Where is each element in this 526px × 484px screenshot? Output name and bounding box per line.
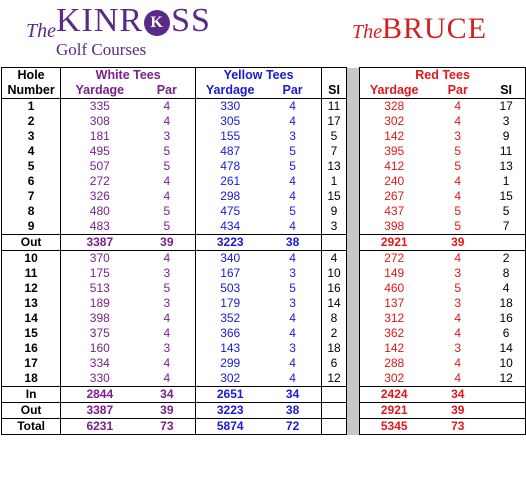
red-par-total: 39 bbox=[428, 235, 487, 251]
red-par: 4 bbox=[454, 99, 462, 113]
yellow-yardage-total: 5874 bbox=[196, 419, 265, 435]
stroke-index: 7 bbox=[321, 144, 346, 159]
red-yardage: 302 bbox=[384, 114, 405, 128]
stroke-index: 11 bbox=[321, 99, 346, 115]
yellow-par-total: 38 bbox=[264, 403, 321, 419]
yellow-yardage: 179 bbox=[196, 296, 265, 311]
white-yardage-total: 2844 bbox=[61, 387, 139, 403]
hole-row bbox=[2, 311, 526, 326]
red-yardage: 437 bbox=[384, 204, 405, 218]
white-par: 4 bbox=[163, 189, 171, 203]
hole-number: 5 bbox=[2, 159, 61, 174]
white-yardage: 272 bbox=[61, 174, 139, 189]
red-par: 4 bbox=[454, 326, 462, 340]
red-si-header: SI bbox=[487, 83, 525, 99]
white-par: 5 bbox=[163, 144, 171, 158]
white-par: 4 bbox=[163, 326, 171, 340]
kinross-logo-subtitle: Golf Courses bbox=[56, 40, 147, 59]
white-yardage: 375 bbox=[61, 326, 139, 341]
stroke-index: 9 bbox=[321, 204, 346, 219]
header-row-2 bbox=[2, 83, 526, 99]
yellow-par: 4 bbox=[264, 371, 321, 387]
yellow-par: 4 bbox=[289, 311, 296, 325]
red-yardage: 142 bbox=[384, 341, 405, 355]
red-tees-header: Red Tees bbox=[360, 68, 526, 84]
yellow-yardage: 503 bbox=[196, 281, 265, 296]
red-yardage: 412 bbox=[384, 159, 405, 173]
stroke-index: 2 bbox=[321, 326, 346, 341]
red-par: 4 bbox=[428, 371, 487, 387]
red-par-total: 39 bbox=[428, 403, 487, 419]
hole-row bbox=[2, 114, 526, 129]
white-par-total: 39 bbox=[138, 403, 195, 419]
red-yardage-total: 2424 bbox=[360, 387, 429, 403]
total-row-label: Total bbox=[2, 419, 61, 435]
hole-number: 18 bbox=[2, 371, 61, 387]
white-yardage: 398 bbox=[61, 311, 139, 326]
yellow-yardage: 167 bbox=[196, 266, 265, 281]
kinross-logo-the: The bbox=[26, 20, 56, 42]
yellow-yardage: 434 bbox=[196, 219, 265, 235]
hole-number: 15 bbox=[2, 326, 61, 341]
column-divider bbox=[347, 68, 360, 435]
white-yardage: 507 bbox=[61, 159, 139, 174]
yellow-par: 4 bbox=[289, 356, 296, 370]
stroke-index: 6 bbox=[321, 356, 346, 371]
yellow-yardage: 298 bbox=[196, 189, 265, 204]
in-row-label: In bbox=[2, 387, 61, 403]
red-par: 3 bbox=[454, 129, 462, 143]
yellow-par: 4 bbox=[289, 174, 296, 188]
white-par-total: 39 bbox=[138, 235, 195, 251]
red-stroke-index: 14 bbox=[487, 341, 525, 356]
hole-row bbox=[2, 281, 526, 296]
hole-number: 1 bbox=[2, 99, 61, 115]
bruce-logo-the: The bbox=[352, 21, 382, 43]
red-par: 4 bbox=[454, 174, 462, 188]
red-si-blank bbox=[487, 403, 525, 419]
yellow-yardage: 299 bbox=[196, 356, 265, 371]
white-yardage: 370 bbox=[61, 251, 139, 267]
hole-row bbox=[2, 296, 526, 311]
yellow-par: 4 bbox=[289, 189, 296, 203]
white-yardage: 335 bbox=[61, 99, 139, 115]
red-yardage: 288 bbox=[384, 356, 405, 370]
white-yardage: 480 bbox=[61, 204, 139, 219]
red-par: 4 bbox=[454, 189, 462, 203]
yellow-par: 4 bbox=[264, 219, 321, 235]
out-row-label: Out bbox=[2, 235, 61, 251]
yellow-par: 5 bbox=[289, 159, 296, 173]
yellow-yardage-header: Yardage bbox=[196, 83, 265, 99]
hole-number: 2 bbox=[2, 114, 61, 129]
out-row-2 bbox=[2, 403, 526, 419]
yellow-par: 4 bbox=[289, 251, 296, 265]
red-yardage: 240 bbox=[384, 174, 405, 188]
red-stroke-index: 5 bbox=[487, 204, 525, 219]
red-par: 4 bbox=[454, 356, 462, 370]
red-yardage: 142 bbox=[384, 129, 405, 143]
yellow-par: 5 bbox=[289, 281, 296, 295]
red-stroke-index: 6 bbox=[487, 326, 525, 341]
yellow-tees-header: Yellow Tees bbox=[196, 68, 322, 84]
red-yardage: 137 bbox=[384, 296, 405, 310]
stroke-index: 17 bbox=[321, 114, 346, 129]
hole-row bbox=[2, 129, 526, 144]
white-yardage-total: 6231 bbox=[61, 419, 139, 435]
white-yardage: 334 bbox=[61, 356, 139, 371]
red-stroke-index: 8 bbox=[487, 266, 525, 281]
red-yardage-total: 5345 bbox=[360, 419, 429, 435]
red-stroke-index: 7 bbox=[487, 219, 525, 235]
white-yardage: 326 bbox=[61, 189, 139, 204]
red-yardage-total: 2921 bbox=[360, 403, 429, 419]
white-par: 4 bbox=[163, 114, 171, 128]
red-yardage: 328 bbox=[384, 99, 405, 113]
kinross-logo-name: KINR K SS bbox=[56, 2, 211, 39]
red-par: 5 bbox=[454, 144, 462, 158]
red-yardage-header: Yardage bbox=[360, 83, 429, 99]
red-par: 4 bbox=[454, 311, 462, 325]
stroke-index: 10 bbox=[321, 266, 346, 281]
hole-row bbox=[2, 99, 526, 115]
stroke-index: 8 bbox=[321, 311, 346, 326]
red-stroke-index: 1 bbox=[487, 174, 525, 189]
white-par: 4 bbox=[163, 174, 171, 188]
white-yardage: 308 bbox=[61, 114, 139, 129]
yellow-par-total: 72 bbox=[264, 419, 321, 435]
header-row-1 bbox=[2, 68, 526, 84]
yellow-par: 3 bbox=[289, 341, 296, 355]
yellow-yardage: 475 bbox=[196, 204, 265, 219]
red-par: 5 bbox=[428, 219, 487, 235]
red-si-blank bbox=[487, 235, 525, 251]
hole-row bbox=[2, 356, 526, 371]
hole-row bbox=[2, 174, 526, 189]
hole-row bbox=[2, 371, 526, 387]
white-par: 5 bbox=[163, 204, 171, 218]
red-par: 3 bbox=[454, 266, 462, 280]
hole-number: 8 bbox=[2, 204, 61, 219]
red-yardage: 398 bbox=[360, 219, 429, 235]
white-par-header: Par bbox=[138, 83, 195, 99]
yellow-yardage: 478 bbox=[196, 159, 265, 174]
hole-number: 17 bbox=[2, 356, 61, 371]
scorecard-table bbox=[1, 67, 526, 435]
yellow-par: 5 bbox=[289, 204, 296, 218]
yellow-par: 3 bbox=[289, 296, 296, 310]
bruce-logo bbox=[352, 12, 487, 46]
yellow-yardage: 352 bbox=[196, 311, 265, 326]
stroke-index: 4 bbox=[321, 251, 346, 267]
si-header: SI bbox=[321, 83, 346, 99]
white-par: 5 bbox=[138, 219, 195, 235]
red-yardage: 267 bbox=[384, 189, 405, 203]
red-yardage: 362 bbox=[384, 326, 405, 340]
white-par: 4 bbox=[163, 251, 171, 265]
white-yardage: 483 bbox=[61, 219, 139, 235]
white-yardage: 181 bbox=[61, 129, 139, 144]
red-par: 5 bbox=[454, 159, 462, 173]
yellow-par-total: 38 bbox=[264, 235, 321, 251]
red-par-header: Par bbox=[428, 83, 487, 99]
hole-row bbox=[2, 144, 526, 159]
hole-row bbox=[2, 159, 526, 174]
yellow-par: 4 bbox=[289, 326, 296, 340]
red-yardage-total: 2921 bbox=[360, 235, 429, 251]
red-yardage: 272 bbox=[384, 251, 405, 265]
red-stroke-index: 3 bbox=[487, 114, 525, 129]
white-par: 4 bbox=[163, 356, 171, 370]
red-par: 3 bbox=[454, 341, 462, 355]
si-header-blank bbox=[321, 68, 346, 84]
yellow-par-header: Par bbox=[264, 83, 321, 99]
red-stroke-index: 13 bbox=[487, 159, 525, 174]
red-stroke-index: 16 bbox=[487, 311, 525, 326]
red-stroke-index: 12 bbox=[487, 371, 525, 387]
white-par: 4 bbox=[163, 99, 171, 113]
stroke-index: 1 bbox=[321, 174, 346, 189]
si-blank bbox=[321, 387, 346, 403]
red-par: 4 bbox=[454, 114, 462, 128]
hole-number: 12 bbox=[2, 281, 61, 296]
yellow-par: 3 bbox=[289, 266, 296, 280]
white-par: 3 bbox=[163, 296, 171, 310]
hole-number: 16 bbox=[2, 341, 61, 356]
red-stroke-index: 9 bbox=[487, 129, 525, 144]
white-yardage-total: 3387 bbox=[61, 235, 139, 251]
red-par: 5 bbox=[454, 204, 462, 218]
bruce-logo-name: BRUCE bbox=[382, 12, 488, 45]
white-par: 3 bbox=[163, 266, 171, 280]
yellow-yardage: 305 bbox=[196, 114, 265, 129]
white-yardage-total: 3387 bbox=[61, 403, 139, 419]
white-yardage: 495 bbox=[61, 144, 139, 159]
total-row bbox=[2, 419, 526, 435]
red-par-total: 73 bbox=[428, 419, 487, 435]
yellow-yardage: 302 bbox=[196, 371, 265, 387]
hole-row bbox=[2, 219, 526, 235]
white-par: 3 bbox=[163, 129, 171, 143]
si-blank bbox=[321, 419, 346, 435]
red-par: 3 bbox=[454, 296, 462, 310]
red-yardage: 460 bbox=[384, 281, 405, 295]
yellow-yardage-total: 2651 bbox=[196, 387, 265, 403]
white-par: 4 bbox=[163, 311, 171, 325]
out-row-2-label: Out bbox=[2, 403, 61, 419]
hole-number: 10 bbox=[2, 251, 61, 267]
yellow-yardage: 340 bbox=[196, 251, 265, 267]
hole-number: 9 bbox=[2, 219, 61, 235]
out-row bbox=[2, 235, 526, 251]
white-par: 4 bbox=[138, 371, 195, 387]
yellow-par: 3 bbox=[289, 129, 296, 143]
hole-row bbox=[2, 266, 526, 281]
kinross-k-badge-icon: K bbox=[144, 10, 170, 36]
red-par: 5 bbox=[454, 281, 462, 295]
hole-header: Hole bbox=[2, 68, 61, 84]
white-yardage: 330 bbox=[61, 371, 139, 387]
in-row bbox=[2, 387, 526, 403]
stroke-index: 13 bbox=[321, 159, 346, 174]
white-tees-header: White Tees bbox=[61, 68, 196, 84]
hole-number: 14 bbox=[2, 311, 61, 326]
red-stroke-index: 4 bbox=[487, 281, 525, 296]
yellow-par-total: 34 bbox=[264, 387, 321, 403]
white-par: 3 bbox=[163, 341, 171, 355]
red-par-total: 34 bbox=[428, 387, 487, 403]
red-stroke-index: 18 bbox=[487, 296, 525, 311]
white-yardage-header: Yardage bbox=[61, 83, 139, 99]
white-par: 5 bbox=[163, 281, 171, 295]
red-si-blank bbox=[487, 387, 525, 403]
hole-number: 13 bbox=[2, 296, 61, 311]
white-par: 5 bbox=[163, 159, 171, 173]
yellow-yardage: 155 bbox=[196, 129, 265, 144]
hole-number: 3 bbox=[2, 129, 61, 144]
number-header: Number bbox=[2, 83, 61, 99]
hole-number: 6 bbox=[2, 174, 61, 189]
hole-row bbox=[2, 204, 526, 219]
yellow-par: 4 bbox=[289, 99, 296, 113]
hole-number: 7 bbox=[2, 189, 61, 204]
header bbox=[0, 0, 526, 67]
stroke-index: 12 bbox=[321, 371, 346, 387]
yellow-par: 5 bbox=[289, 144, 296, 158]
red-stroke-index: 17 bbox=[487, 99, 525, 115]
hole-row bbox=[2, 341, 526, 356]
si-blank bbox=[321, 235, 346, 251]
yellow-yardage-total: 3223 bbox=[196, 235, 265, 251]
stroke-index: 14 bbox=[321, 296, 346, 311]
white-par-total: 73 bbox=[138, 419, 195, 435]
yellow-yardage: 261 bbox=[196, 174, 265, 189]
red-stroke-index: 15 bbox=[487, 189, 525, 204]
hole-row bbox=[2, 251, 526, 267]
stroke-index: 3 bbox=[321, 219, 346, 235]
red-yardage: 395 bbox=[384, 144, 405, 158]
yellow-yardage: 143 bbox=[196, 341, 265, 356]
white-yardage: 513 bbox=[61, 281, 139, 296]
white-yardage: 189 bbox=[61, 296, 139, 311]
red-stroke-index: 10 bbox=[487, 356, 525, 371]
stroke-index: 18 bbox=[321, 341, 346, 356]
si-blank bbox=[321, 403, 346, 419]
red-yardage: 149 bbox=[384, 266, 405, 280]
stroke-index: 16 bbox=[321, 281, 346, 296]
yellow-par: 4 bbox=[289, 114, 296, 128]
white-yardage: 160 bbox=[61, 341, 139, 356]
yellow-yardage: 330 bbox=[196, 99, 265, 115]
hole-row bbox=[2, 326, 526, 341]
white-yardage: 175 bbox=[61, 266, 139, 281]
red-par: 4 bbox=[454, 251, 462, 265]
hole-number: 11 bbox=[2, 266, 61, 281]
hole-row bbox=[2, 189, 526, 204]
yellow-yardage: 366 bbox=[196, 326, 265, 341]
red-yardage: 302 bbox=[360, 371, 429, 387]
yellow-yardage: 487 bbox=[196, 144, 265, 159]
hole-number: 4 bbox=[2, 144, 61, 159]
red-yardage: 312 bbox=[384, 311, 405, 325]
yellow-yardage-total: 3223 bbox=[196, 403, 265, 419]
white-par-total: 34 bbox=[138, 387, 195, 403]
red-stroke-index: 2 bbox=[487, 251, 525, 267]
stroke-index: 15 bbox=[321, 189, 346, 204]
red-si-blank bbox=[487, 419, 525, 435]
stroke-index: 5 bbox=[321, 129, 346, 144]
red-stroke-index: 11 bbox=[487, 144, 525, 159]
